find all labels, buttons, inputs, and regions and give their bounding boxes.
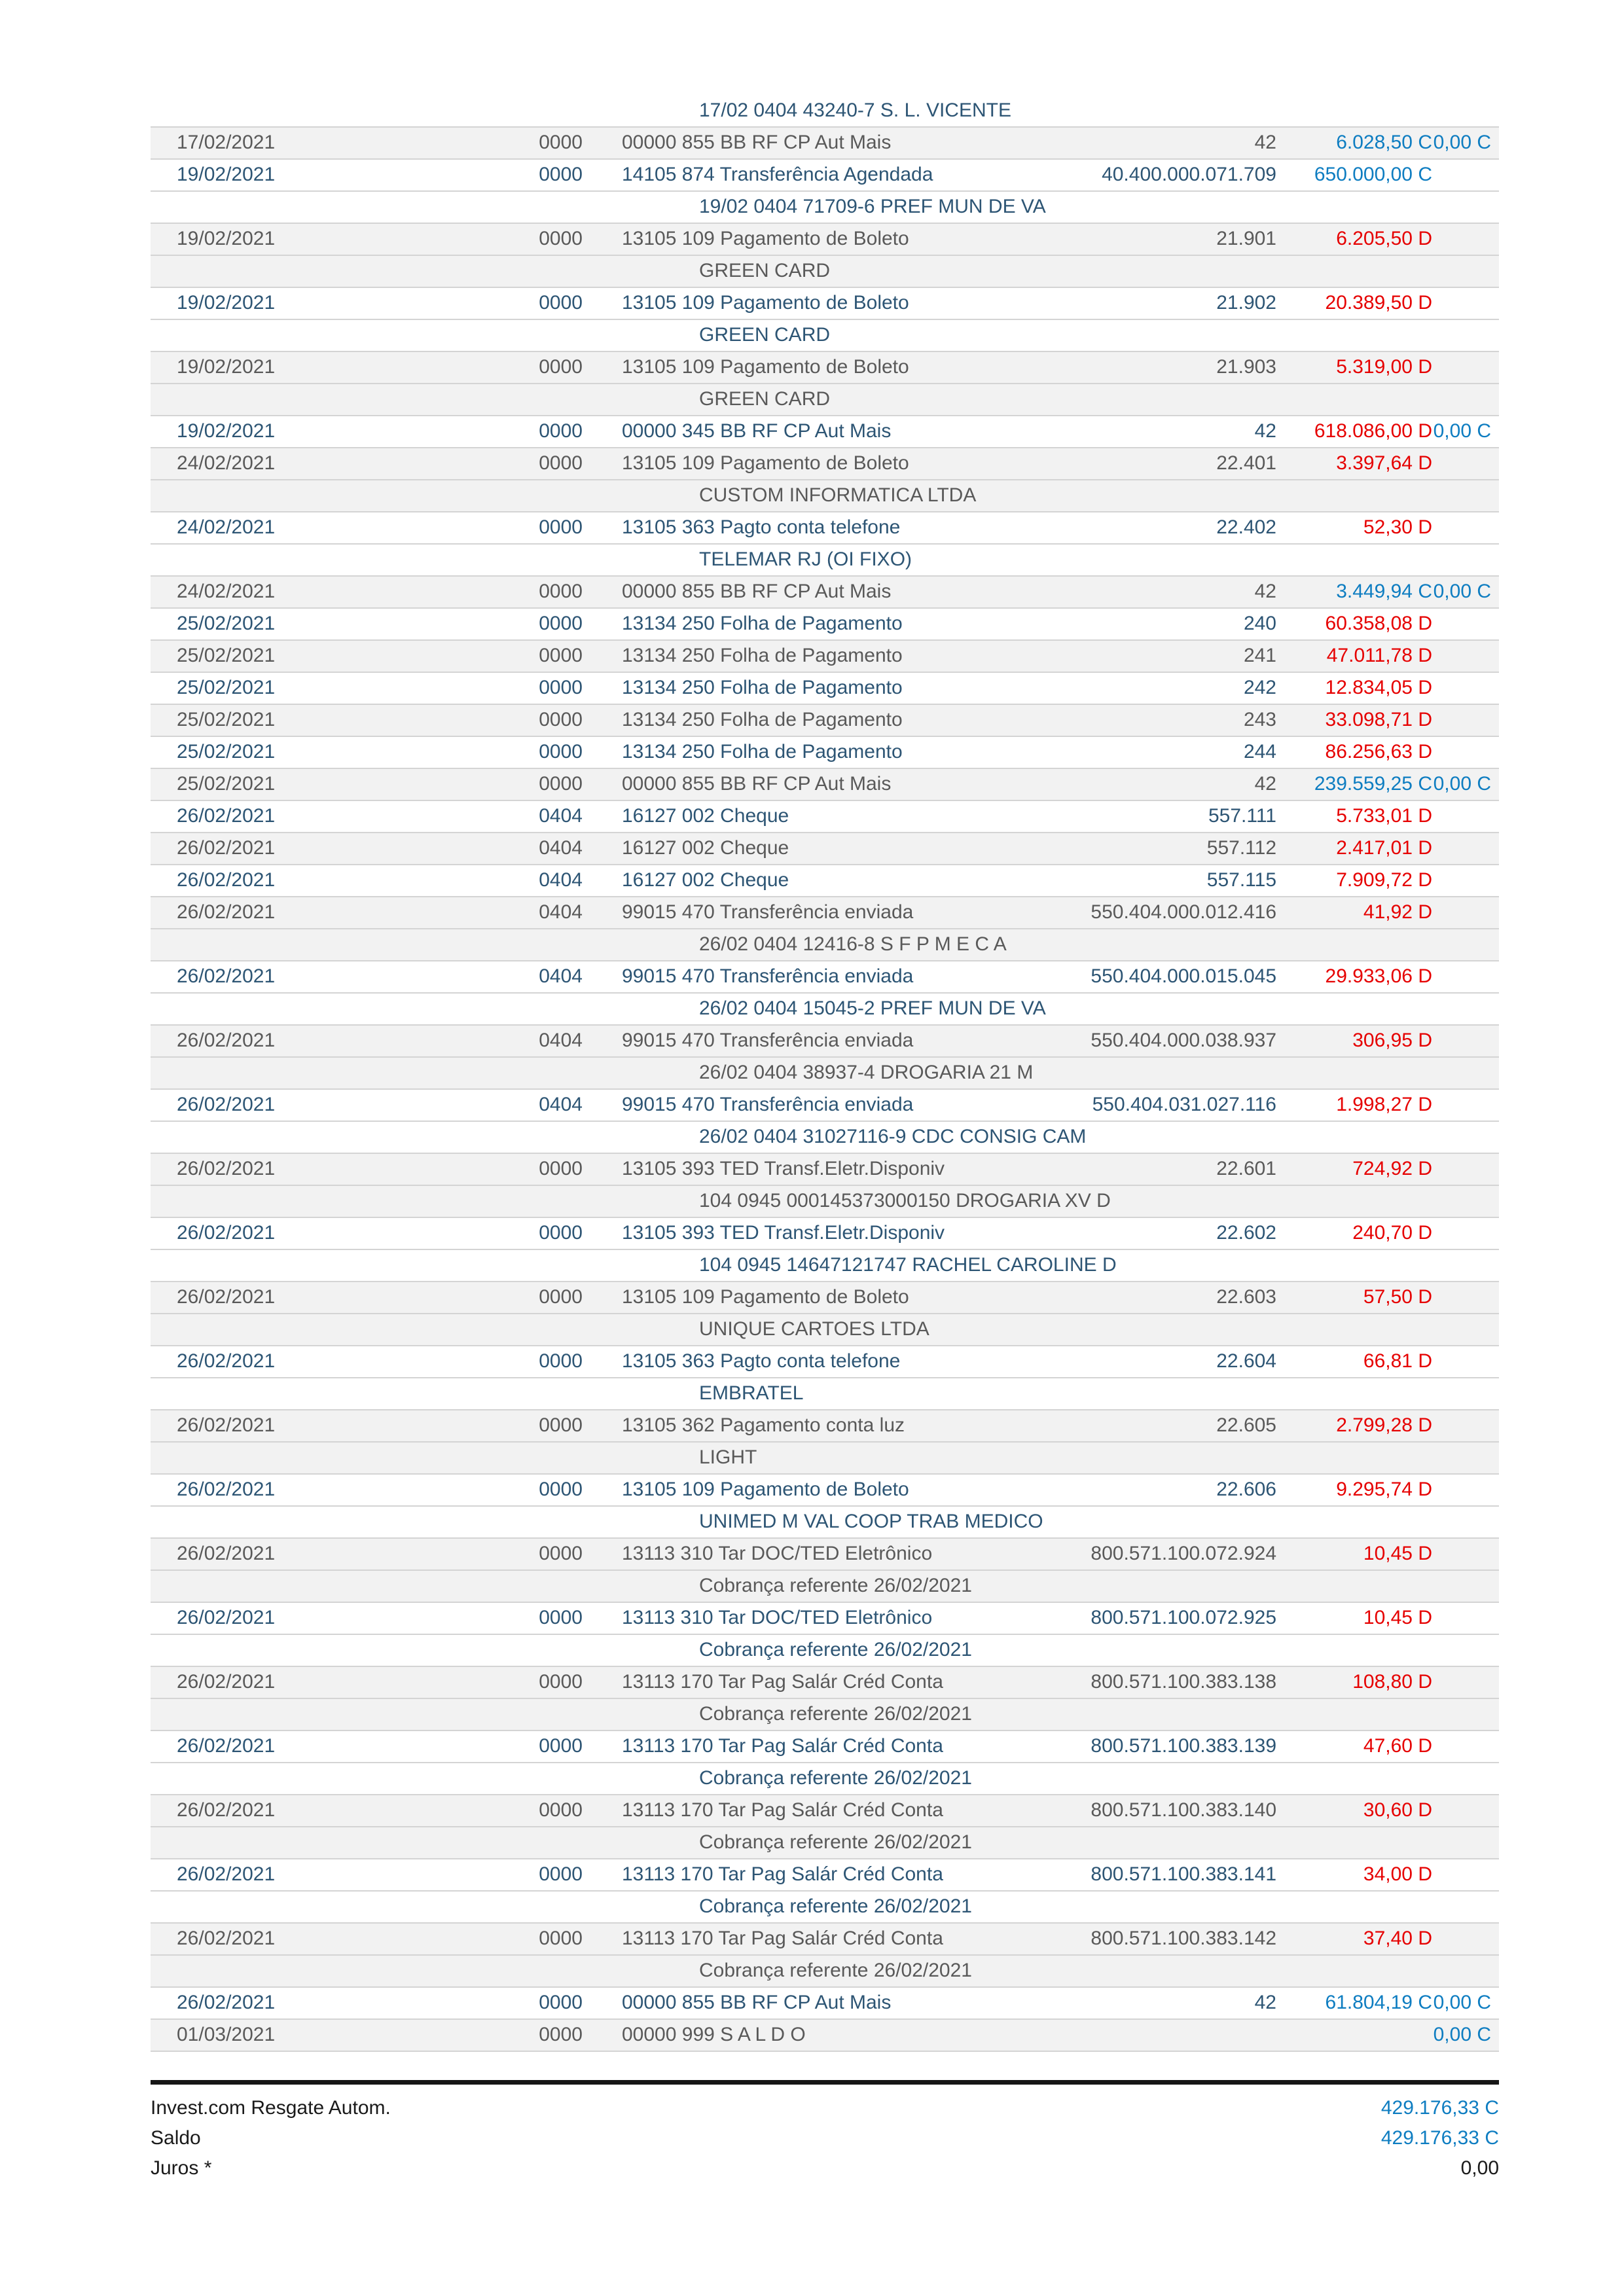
cell-value: 52,30 D: [1363, 516, 1432, 538]
cell-document: 241: [1243, 645, 1276, 666]
cell-value: 86.256,63 D: [1325, 741, 1432, 762]
cell-document: 242: [1243, 677, 1276, 698]
cell-date: 26/02/2021: [177, 1030, 276, 1051]
transaction-row: [151, 673, 1499, 705]
complement-text: 26/02 0404 15045-2 PREF MUN DE VA: [699, 997, 1046, 1019]
cell-date: 25/02/2021: [177, 773, 276, 795]
complement-text: 26/02 0404 12416-8 S F P M E C A: [699, 933, 1007, 955]
cell-description: 13105 363 Pagto conta telefone: [622, 516, 901, 538]
footer-divider-rule: [151, 2080, 1499, 2085]
cell-agency: 0000: [539, 613, 583, 634]
transaction-row: [151, 1218, 1499, 1250]
continuation-row: [151, 1314, 1499, 1346]
continuation-row: [151, 384, 1499, 416]
cell-description: 13105 362 Pagamento conta luz: [622, 1414, 905, 1436]
transaction-row: [151, 2020, 1499, 2052]
cell-agency: 0404: [539, 869, 583, 891]
transaction-row: [151, 865, 1499, 897]
cell-date: 26/02/2021: [177, 1671, 276, 1693]
complement-text: 104 0945 14647121747 RACHEL CAROLINE D: [699, 1254, 1117, 1276]
cell-value: 61.804,19 C: [1325, 1992, 1432, 2013]
cell-agency: 0000: [539, 1863, 583, 1885]
cell-date: 26/02/2021: [177, 901, 276, 923]
cell-document: 22.603: [1216, 1286, 1276, 1308]
cell-value: 6.205,50 D: [1336, 228, 1432, 249]
cell-description: 13113 310 Tar DOC/TED Eletrônico: [622, 1607, 933, 1628]
continuation-row: [151, 320, 1499, 352]
cell-description: 99015 470 Transferência enviada: [622, 1030, 914, 1051]
cell-document: 21.903: [1216, 356, 1276, 378]
summary-label-invest: Invest.com Resgate Autom.: [151, 2097, 391, 2119]
complement-text: Cobrança referente 26/02/2021: [699, 1767, 972, 1789]
complement-text: UNIQUE CARTOES LTDA: [699, 1318, 929, 1340]
continuation-row: [151, 1250, 1499, 1282]
cell-date: 25/02/2021: [177, 645, 276, 666]
cell-value: 3.449,94 C: [1336, 581, 1432, 602]
cell-value: 33.098,71 D: [1325, 709, 1432, 730]
complement-text: GREEN CARD: [699, 388, 831, 410]
continuation-row: [151, 1571, 1499, 1603]
summary-value-saldo: 429.176,33 C: [1380, 2127, 1499, 2149]
complement-text: 26/02 0404 31027116-9 CDC CONSIG CAM: [699, 1126, 1087, 1147]
cell-document: 22.601: [1216, 1158, 1276, 1179]
cell-balance-flag: 0,00 C: [1433, 420, 1491, 442]
cell-agency: 0000: [539, 132, 583, 153]
cell-value: 20.389,50 D: [1325, 292, 1432, 314]
transaction-row: [151, 769, 1499, 801]
cell-document: 42: [1254, 581, 1276, 602]
complement-text: Cobrança referente 26/02/2021: [699, 1831, 972, 1853]
cell-document: 800.571.100.383.139: [1091, 1735, 1276, 1757]
cell-document: 800.571.100.072.924: [1091, 1543, 1276, 1564]
transaction-row: [151, 641, 1499, 673]
cell-value: 10,45 D: [1363, 1543, 1432, 1564]
cell-date: 25/02/2021: [177, 677, 276, 698]
summary-value-invest: 429.176,33 C: [1380, 2097, 1499, 2119]
cell-agency: 0000: [539, 773, 583, 795]
transaction-row: [151, 512, 1499, 545]
complement-text: 104 0945 000145373000150 DROGARIA XV D: [699, 1190, 1111, 1211]
cell-description: 13105 393 TED Transf.Eletr.Disponiv: [622, 1158, 945, 1179]
continuation-row: [151, 480, 1499, 512]
summary-row-invest: [151, 2093, 1499, 2123]
cell-document: 40.400.000.071.709: [1102, 164, 1276, 185]
complement-text: 26/02 0404 38937-4 DROGARIA 21 M: [699, 1062, 1034, 1083]
continuation-row: [151, 1122, 1499, 1154]
cell-agency: 0000: [539, 516, 583, 538]
cell-description: 00000 345 BB RF CP Aut Mais: [622, 420, 892, 442]
cell-agency: 0404: [539, 965, 583, 987]
cell-agency: 0000: [539, 1992, 583, 2013]
complement-text: LIGHT: [699, 1446, 757, 1468]
cell-value: 618.086,00 D: [1314, 420, 1432, 442]
cell-document: 800.571.100.383.140: [1091, 1799, 1276, 1821]
transaction-row: [151, 1795, 1499, 1827]
cell-agency: 0000: [539, 581, 583, 602]
continuation-row: [151, 1699, 1499, 1731]
continuation-row: [151, 1378, 1499, 1410]
cell-date: 26/02/2021: [177, 837, 276, 859]
cell-description: 13105 109 Pagamento de Boleto: [622, 292, 909, 314]
continuation-row: [151, 96, 1499, 128]
continuation-row: [151, 1892, 1499, 1924]
continuation-row: [151, 1956, 1499, 1988]
cell-document: 800.571.100.383.141: [1091, 1863, 1276, 1885]
summary-label-saldo: Saldo: [151, 2127, 201, 2149]
cell-agency: 0000: [539, 164, 583, 185]
cell-value: 30,60 D: [1363, 1799, 1432, 1821]
transaction-row: [151, 448, 1499, 480]
cell-date: 19/02/2021: [177, 420, 276, 442]
cell-document: 42: [1254, 773, 1276, 795]
cell-balance-flag: 0,00 C: [1433, 1992, 1491, 2013]
complement-text: Cobrança referente 26/02/2021: [699, 1639, 972, 1660]
cell-document: 22.604: [1216, 1350, 1276, 1372]
complement-text: GREEN CARD: [699, 260, 831, 281]
summary-label-juros: Juros *: [151, 2157, 212, 2179]
cell-description: 13113 310 Tar DOC/TED Eletrônico: [622, 1543, 933, 1564]
cell-document: 557.111: [1208, 805, 1276, 827]
cell-value: 37,40 D: [1363, 1928, 1432, 1949]
transaction-row: [151, 609, 1499, 641]
complement-text: UNIMED M VAL COOP TRAB MEDICO: [699, 1511, 1043, 1532]
cell-document: 550.404.000.015.045: [1091, 965, 1276, 987]
cell-description: 13105 109 Pagamento de Boleto: [622, 452, 909, 474]
cell-balance-flag: 0,00 C: [1433, 773, 1491, 795]
transaction-row: [151, 1026, 1499, 1058]
cell-agency: 0000: [539, 709, 583, 730]
continuation-row: [151, 1827, 1499, 1859]
complement-text: 19/02 0404 71709-6 PREF MUN DE VA: [699, 196, 1046, 217]
cell-document: 22.402: [1216, 516, 1276, 538]
cell-date: 19/02/2021: [177, 164, 276, 185]
cell-agency: 0404: [539, 1030, 583, 1051]
transaction-row: [151, 833, 1499, 865]
cell-value: 41,92 D: [1363, 901, 1432, 923]
cell-description: 13105 393 TED Transf.Eletr.Disponiv: [622, 1222, 945, 1244]
cell-document: 557.115: [1206, 869, 1276, 891]
cell-description: 00000 855 BB RF CP Aut Mais: [622, 132, 892, 153]
cell-description: 13113 170 Tar Pag Salár Créd Conta: [622, 1799, 943, 1821]
cell-value: 60.358,08 D: [1325, 613, 1432, 634]
cell-date: 26/02/2021: [177, 1735, 276, 1757]
cell-agency: 0404: [539, 1094, 583, 1115]
complement-text: 17/02 0404 43240-7 S. L. VICENTE: [699, 99, 1011, 121]
cell-description: 13134 250 Folha de Pagamento: [622, 741, 903, 762]
cell-value: 108,80 D: [1352, 1671, 1432, 1693]
cell-date: 25/02/2021: [177, 709, 276, 730]
cell-date: 24/02/2021: [177, 516, 276, 538]
continuation-row: [151, 545, 1499, 577]
cell-agency: 0000: [539, 1222, 583, 1244]
cell-value: 34,00 D: [1363, 1863, 1432, 1885]
cell-agency: 0000: [539, 228, 583, 249]
cell-agency: 0000: [539, 1350, 583, 1372]
cell-description: 13105 363 Pagto conta telefone: [622, 1350, 901, 1372]
transaction-row: [151, 1731, 1499, 1763]
continuation-row: [151, 1058, 1499, 1090]
cell-agency: 0000: [539, 1158, 583, 1179]
cell-date: 26/02/2021: [177, 1094, 276, 1115]
cell-agency: 0000: [539, 452, 583, 474]
transaction-row: [151, 416, 1499, 448]
cell-date: 26/02/2021: [177, 1158, 276, 1179]
cell-agency: 0000: [539, 741, 583, 762]
cell-agency: 0000: [539, 677, 583, 698]
complement-text: GREEN CARD: [699, 324, 831, 346]
transaction-row: [151, 897, 1499, 929]
cell-agency: 0000: [539, 1479, 583, 1500]
cell-date: 26/02/2021: [177, 1350, 276, 1372]
cell-date: 25/02/2021: [177, 613, 276, 634]
cell-balance-flag: 0,00 C: [1433, 132, 1491, 153]
cell-description: 13134 250 Folha de Pagamento: [622, 645, 903, 666]
complement-text: Cobrança referente 26/02/2021: [699, 1575, 972, 1596]
cell-date: 24/02/2021: [177, 581, 276, 602]
cell-document: 240: [1243, 613, 1276, 634]
cell-agency: 0000: [539, 1607, 583, 1628]
cell-document: 244: [1243, 741, 1276, 762]
cell-document: 22.606: [1216, 1479, 1276, 1500]
transaction-row: [151, 705, 1499, 737]
cell-agency: 0000: [539, 292, 583, 314]
transaction-row: [151, 1603, 1499, 1635]
cell-date: 26/02/2021: [177, 869, 276, 891]
transaction-row: [151, 801, 1499, 833]
cell-document: 42: [1254, 420, 1276, 442]
cell-document: 800.571.100.383.138: [1091, 1671, 1276, 1693]
transaction-row: [151, 1859, 1499, 1892]
cell-description: 00000 999 S A L D O: [622, 2024, 806, 2045]
cell-description: 13134 250 Folha de Pagamento: [622, 709, 903, 730]
transaction-row: [151, 737, 1499, 769]
transaction-row: [151, 1410, 1499, 1443]
cell-agency: 0000: [539, 645, 583, 666]
cell-agency: 0000: [539, 1799, 583, 1821]
cell-date: 26/02/2021: [177, 1992, 276, 2013]
cell-document: 21.901: [1216, 228, 1276, 249]
cell-value: 5.733,01 D: [1336, 805, 1432, 827]
continuation-row: [151, 256, 1499, 288]
cell-description: 13105 109 Pagamento de Boleto: [622, 356, 909, 378]
transaction-row: [151, 288, 1499, 320]
cell-balance-flag: 0,00 C: [1433, 2024, 1491, 2045]
cell-description: 13105 109 Pagamento de Boleto: [622, 1286, 909, 1308]
summary-row-saldo: [151, 2123, 1499, 2153]
transaction-row: [151, 1346, 1499, 1378]
transaction-row: [151, 1988, 1499, 2020]
complement-text: Cobrança referente 26/02/2021: [699, 1895, 972, 1917]
continuation-row: [151, 1507, 1499, 1539]
statement-table-body: [151, 96, 1499, 2052]
cell-value: 1.998,27 D: [1336, 1094, 1432, 1115]
cell-value: 9.295,74 D: [1336, 1479, 1432, 1500]
cell-value: 650.000,00 C: [1314, 164, 1432, 185]
transaction-row: [151, 577, 1499, 609]
cell-description: 13105 109 Pagamento de Boleto: [622, 1479, 909, 1500]
cell-document: 42: [1254, 132, 1276, 153]
cell-document: 21.902: [1216, 292, 1276, 314]
cell-agency: 0000: [539, 2024, 583, 2045]
continuation-row: [151, 1186, 1499, 1218]
continuation-row: [151, 1443, 1499, 1475]
cell-value: 66,81 D: [1363, 1350, 1432, 1372]
cell-date: 19/02/2021: [177, 228, 276, 249]
cell-document: 42: [1254, 1992, 1276, 2013]
continuation-row: [151, 1763, 1499, 1795]
cell-description: 16127 002 Cheque: [622, 805, 789, 827]
cell-value: 12.834,05 D: [1325, 677, 1432, 698]
transaction-row: [151, 128, 1499, 160]
cell-date: 26/02/2021: [177, 1286, 276, 1308]
cell-date: 26/02/2021: [177, 1479, 276, 1500]
statement-summary: [151, 2093, 1499, 2183]
cell-document: 800.571.100.383.142: [1091, 1928, 1276, 1949]
cell-date: 26/02/2021: [177, 805, 276, 827]
cell-date: 19/02/2021: [177, 356, 276, 378]
cell-description: 00000 855 BB RF CP Aut Mais: [622, 581, 892, 602]
transaction-row: [151, 1154, 1499, 1186]
cell-document: 550.404.031.027.116: [1092, 1094, 1276, 1115]
cell-agency: 0404: [539, 837, 583, 859]
cell-document: 550.404.000.038.937: [1091, 1030, 1276, 1051]
cell-value: 7.909,72 D: [1336, 869, 1432, 891]
cell-document: 557.112: [1206, 837, 1276, 859]
continuation-row: [151, 929, 1499, 961]
complement-text: Cobrança referente 26/02/2021: [699, 1960, 972, 1981]
cell-date: 19/02/2021: [177, 292, 276, 314]
cell-value: 2.417,01 D: [1336, 837, 1432, 859]
complement-text: Cobrança referente 26/02/2021: [699, 1703, 972, 1725]
cell-description: 13113 170 Tar Pag Salár Créd Conta: [622, 1863, 943, 1885]
cell-agency: 0000: [539, 1928, 583, 1949]
cell-value: 5.319,00 D: [1336, 356, 1432, 378]
cell-value: 2.799,28 D: [1336, 1414, 1432, 1436]
cell-description: 13105 109 Pagamento de Boleto: [622, 228, 909, 249]
cell-date: 26/02/2021: [177, 1863, 276, 1885]
cell-document: 243: [1243, 709, 1276, 730]
summary-row-juros: [151, 2153, 1499, 2183]
cell-value: 57,50 D: [1363, 1286, 1432, 1308]
cell-agency: 0404: [539, 901, 583, 923]
cell-balance-flag: 0,00 C: [1433, 581, 1491, 602]
cell-agency: 0000: [539, 1414, 583, 1436]
cell-value: 3.397,64 D: [1336, 452, 1432, 474]
transaction-row: [151, 1667, 1499, 1699]
transaction-row: [151, 1475, 1499, 1507]
summary-value-juros: 0,00: [1460, 2157, 1499, 2179]
cell-value: 724,92 D: [1352, 1158, 1432, 1179]
cell-agency: 0000: [539, 1671, 583, 1693]
cell-value: 47.011,78 D: [1326, 645, 1432, 666]
cell-value: 306,95 D: [1352, 1030, 1432, 1051]
cell-description: 16127 002 Cheque: [622, 869, 789, 891]
complement-text: EMBRATEL: [699, 1382, 804, 1404]
cell-date: 26/02/2021: [177, 1414, 276, 1436]
cell-description: 13113 170 Tar Pag Salár Créd Conta: [622, 1671, 943, 1693]
cell-date: 17/02/2021: [177, 132, 276, 153]
cell-description: 00000 855 BB RF CP Aut Mais: [622, 773, 892, 795]
cell-description: 99015 470 Transferência enviada: [622, 965, 914, 987]
cell-description: 00000 855 BB RF CP Aut Mais: [622, 1992, 892, 2013]
cell-date: 26/02/2021: [177, 1543, 276, 1564]
cell-value: 240,70 D: [1352, 1222, 1432, 1244]
transaction-row: [151, 352, 1499, 384]
transaction-row: [151, 961, 1499, 994]
cell-agency: 0000: [539, 1735, 583, 1757]
cell-value: 29.933,06 D: [1325, 965, 1432, 987]
cell-description: 16127 002 Cheque: [622, 837, 789, 859]
cell-agency: 0000: [539, 356, 583, 378]
cell-document: 22.605: [1216, 1414, 1276, 1436]
complement-text: TELEMAR RJ (OI FIXO): [699, 548, 912, 570]
cell-document: 22.602: [1216, 1222, 1276, 1244]
cell-description: 99015 470 Transferência enviada: [622, 901, 914, 923]
continuation-row: [151, 1635, 1499, 1667]
transaction-row: [151, 1090, 1499, 1122]
transaction-row: [151, 224, 1499, 256]
transaction-row: [151, 1282, 1499, 1314]
cell-description: 14105 874 Transferência Agendada: [622, 164, 933, 185]
cell-document: 550.404.000.012.416: [1091, 901, 1276, 923]
cell-description: 13134 250 Folha de Pagamento: [622, 613, 903, 634]
cell-description: 13113 170 Tar Pag Salár Créd Conta: [622, 1928, 943, 1949]
continuation-row: [151, 994, 1499, 1026]
cell-document: 800.571.100.072.925: [1091, 1607, 1276, 1628]
cell-description: 99015 470 Transferência enviada: [622, 1094, 914, 1115]
cell-value: 239.559,25 C: [1314, 773, 1432, 795]
cell-agency: 0000: [539, 1543, 583, 1564]
cell-agency: 0404: [539, 805, 583, 827]
transaction-row: [151, 160, 1499, 192]
cell-agency: 0000: [539, 420, 583, 442]
transaction-row: [151, 1924, 1499, 1956]
cell-document: 22.401: [1216, 452, 1276, 474]
cell-date: 26/02/2021: [177, 1928, 276, 1949]
cell-agency: 0000: [539, 1286, 583, 1308]
cell-date: 01/03/2021: [177, 2024, 276, 2045]
cell-description: 13113 170 Tar Pag Salár Créd Conta: [622, 1735, 943, 1757]
cell-date: 26/02/2021: [177, 1607, 276, 1628]
complement-text: CUSTOM INFORMATICA LTDA: [699, 484, 977, 506]
cell-date: 26/02/2021: [177, 1222, 276, 1244]
cell-value: 6.028,50 C: [1336, 132, 1432, 153]
continuation-row: [151, 192, 1499, 224]
transaction-row: [151, 1539, 1499, 1571]
cell-value: 47,60 D: [1363, 1735, 1432, 1757]
cell-value: 10,45 D: [1363, 1607, 1432, 1628]
cell-date: 26/02/2021: [177, 1799, 276, 1821]
cell-date: 24/02/2021: [177, 452, 276, 474]
cell-description: 13134 250 Folha de Pagamento: [622, 677, 903, 698]
cell-date: 26/02/2021: [177, 965, 276, 987]
cell-date: 25/02/2021: [177, 741, 276, 762]
